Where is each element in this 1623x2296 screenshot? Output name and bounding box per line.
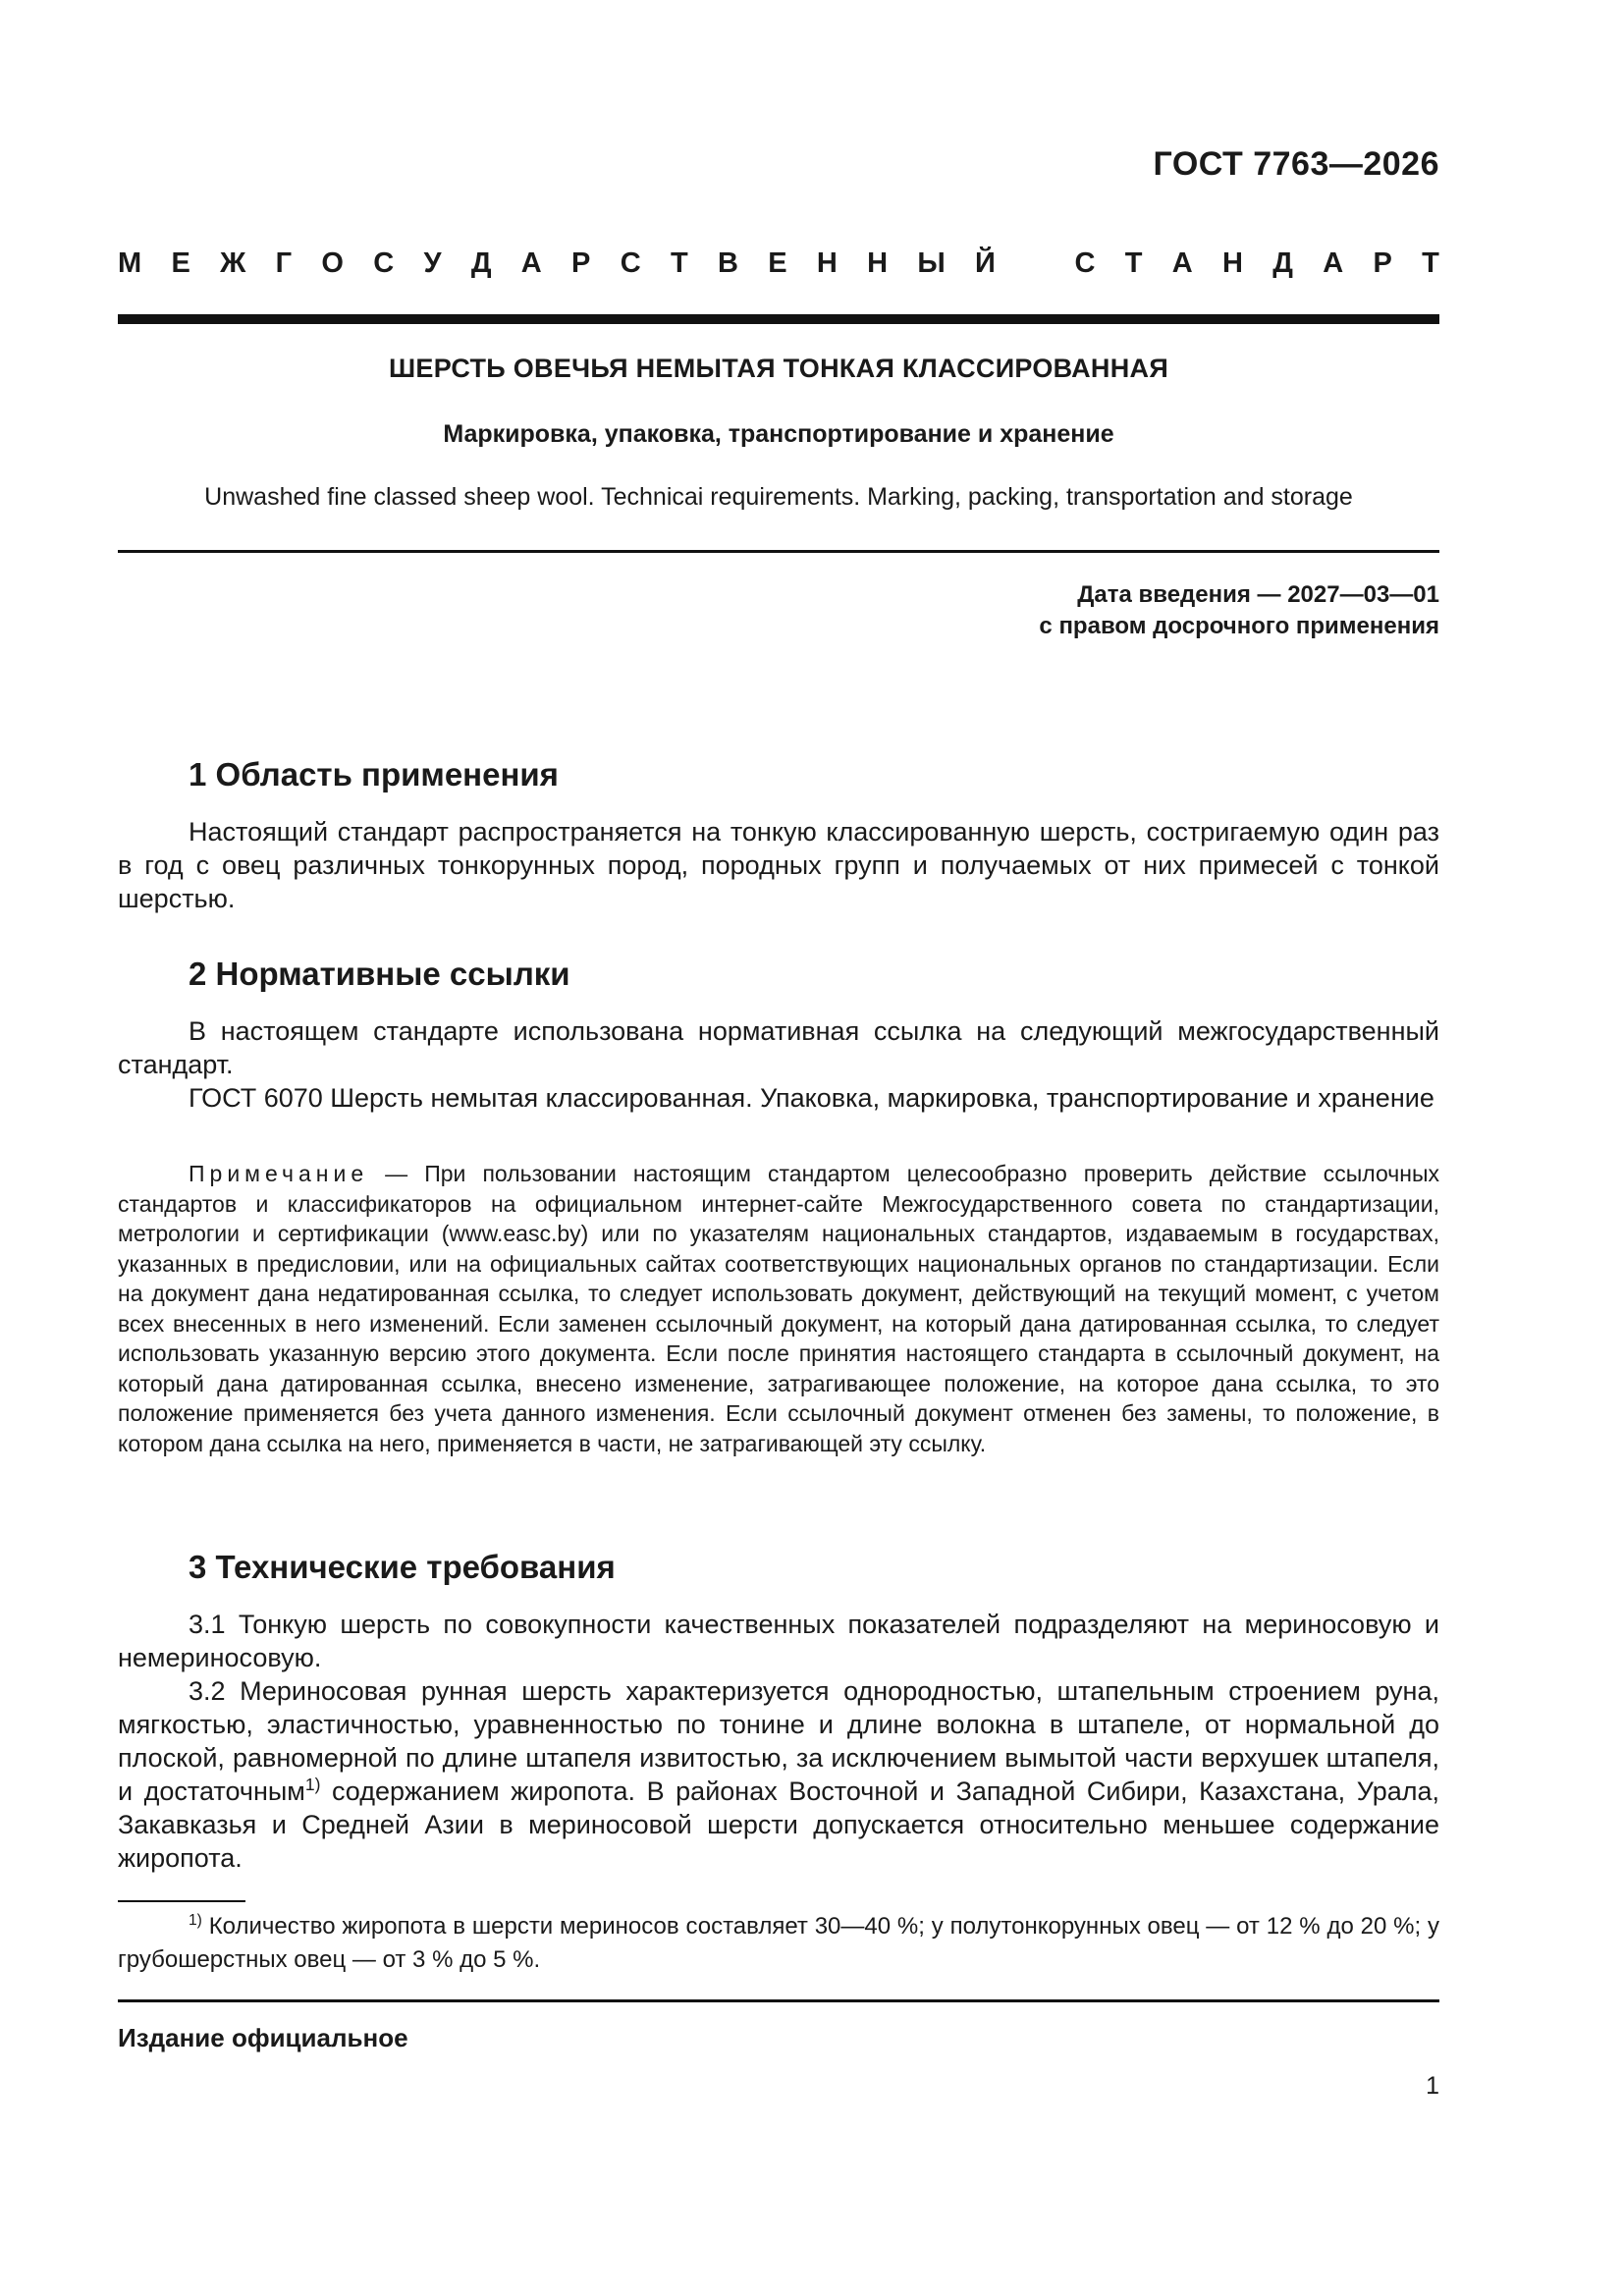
banner-letter: О (321, 247, 344, 279)
normative-reference: ГОСТ 6070 Шерсть немытая классированная. Упаковка, маркировка, транспортирование и хранение (189, 1083, 1434, 1113)
banner-letter: В (717, 247, 738, 279)
title-rule (118, 550, 1439, 553)
footnote-reference: 1) (304, 1775, 321, 1794)
banner-letter: Д (1272, 247, 1293, 279)
footnote-rule (118, 1900, 245, 1902)
section-1-text-body: Настоящий стандарт распространяется на тонкую классированную шерсть, состригаемую один раз в год с овец различных тонкорунных пород, породных групп и получаемых от них примесей с тонкой шерстью. (118, 817, 1439, 913)
early-application-line: с правом досрочного применения (1039, 613, 1439, 639)
standard-type-banner (118, 247, 1439, 280)
clause-3-1 (118, 1608, 1439, 1674)
section-1-heading: 1 Область применения (189, 756, 559, 793)
document-subtitle: Маркировка, упаковка, транспортирование и хранение (443, 420, 1114, 448)
footnote-mark: 1) (189, 1912, 202, 1929)
banner-letter: А (1171, 247, 1193, 279)
header-thick-rule (118, 314, 1439, 324)
banner-letter: С (1074, 247, 1096, 279)
banner-letter: Ы (917, 247, 946, 279)
note-label: Примечание (189, 1161, 369, 1186)
clause-3-2 (118, 1674, 1439, 1875)
banner-letter: С (373, 247, 395, 279)
banner-letter: Е (768, 247, 787, 279)
section-1-text (118, 815, 1439, 915)
banner-letter: Н (1222, 247, 1243, 279)
section-2-text-1 (118, 1014, 1439, 1081)
footnote-text: Количество жиропота в шерсти мериносов составляет 30—40 %; у полутонкорунных овец — от 12 % до 20 %; у грубошерстных овец — от 3 % до 5 %. (118, 1913, 1439, 1973)
banner-letter: Е (171, 247, 190, 279)
banner-letter: А (1323, 247, 1344, 279)
english-title: Unwashed fine classed sheep wool. Technicai requirements. Marking, packing, transportation and storage (204, 483, 1353, 511)
banner-letter: С (620, 247, 641, 279)
banner-letter: Г (275, 247, 293, 279)
banner-letter: У (423, 247, 442, 279)
standard-code: ГОСТ 7763—2026 (1153, 145, 1439, 183)
banner-letter: Т (1422, 247, 1439, 279)
clause-3-2-body-a: 3.2 Мериносовая рунная шерсть характеризуется однородностью, штапельным строением руна, мягкостью, эластичностью, уравненностью по тонине и длине волокна в штапеле, от нормальной до плоской, равномерной по длине штапеля извитостью, за исключением вымытой части верхушек штапеля, и достаточным (118, 1676, 1439, 1806)
clause-3-1-body: 3.1 Тонкую шерсть по совокупности качественных показателей подразделяют на мериносовую и немериносовую. (118, 1610, 1439, 1672)
footer-rule (118, 1999, 1439, 2002)
introduction-date (1039, 579, 1439, 642)
banner-letter: Р (1373, 247, 1392, 279)
banner-letter: Н (816, 247, 838, 279)
banner-letter: Т (670, 247, 688, 279)
banner-letter: А (520, 247, 542, 279)
section-2-heading: 2 Нормативные ссылки (189, 956, 570, 992)
banner-letter: М (118, 247, 142, 279)
note-text: — При пользовании настоящим стандартом целесообразно проверить действие ссылочных стандартов и классификаторов на официальном интернет-сайте Межгосударственного совета по стандартизации, метрологии и сертификации (www.easc.by) или по указателям национальных стандартов, издаваемым в государствах, указанных в предисловии, или на официальных сайтах соответствующих национальных органов по стандартизации. Если на документ дана недатированная ссылка, то следует использовать документ, действующий на текущий момент, с учетом всех внесенных в него изменений. Если заменен ссылочный документ, на который дана датированная ссылка, то следует использовать указанную версию этого документа. Если после принятия настоящего стандарта в ссылочный документ, на который дана датированная ссылка, внесено изменение, затрагивающее положение, на которое дана ссылка, то это положение применяется без учета данного изменения. Если ссылочный документ отменен без замены, то положение, в котором дана ссылка на него, применяется в части, не затрагивающей эту ссылку. (118, 1161, 1439, 1456)
section-2-text-2 (118, 1081, 1439, 1115)
clause-3-2-body-b: содержанием жиропота. В районах Восточной и Западной Сибири, Казахстана, Урала, Закавказья и Средней Азии в мериносовой шерсти допускается относительно меньшее содержание жиропота. (118, 1777, 1439, 1873)
section-2-text-1-body: В настоящем стандарте использована нормативная ссылка на следующий межгосударственный стандарт. (118, 1016, 1439, 1079)
official-edition-label: Издание официальное (118, 2023, 408, 2052)
page-number: 1 (1426, 2072, 1439, 2100)
banner-letter: Н (867, 247, 889, 279)
banner-letter: Т (1124, 247, 1143, 279)
section-2-note (118, 1159, 1439, 1458)
date-line: Дата введения — 2027—03—01 (1077, 581, 1439, 608)
banner-letter: Ж (220, 247, 246, 279)
banner-letter: Д (470, 247, 492, 279)
banner-letter: Р (571, 247, 591, 279)
banner-letter: Й (975, 247, 996, 279)
document-title: ШЕРСТЬ ОВЕЧЬЯ НЕМЫТАЯ ТОНКАЯ КЛАССИРОВАННАЯ (388, 354, 1169, 383)
footnote (118, 1910, 1439, 1977)
section-3-heading: 3 Технические требования (189, 1549, 616, 1585)
banner-word-gap (1025, 247, 1045, 280)
